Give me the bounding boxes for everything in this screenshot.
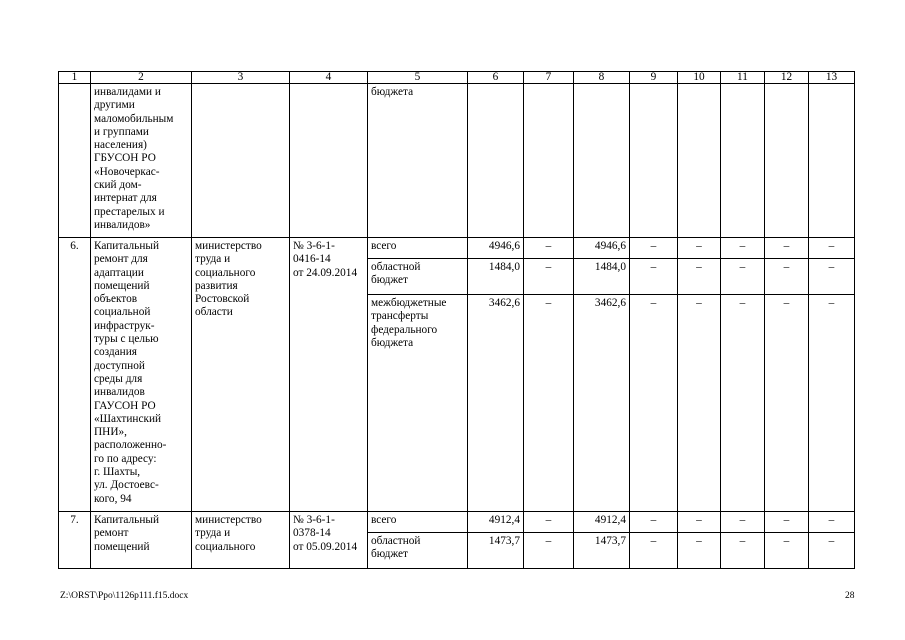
col-header: 13 (809, 72, 855, 84)
organization: министерство труда и социального развития Ростовской области (192, 238, 290, 512)
document-ref: № 3-6-1- 0378-14 от 05.09.2014 (290, 512, 368, 569)
value-cell: 1473,7 (574, 533, 630, 569)
col-header: 10 (678, 72, 721, 84)
value-cell: 1484,0 (468, 259, 524, 295)
col-header: 8 (574, 72, 630, 84)
value-cell: – (630, 533, 678, 569)
row-number: 7. (59, 512, 91, 569)
value-cell: – (809, 533, 855, 569)
value-cell: – (678, 533, 721, 569)
cell-name: инвалидами и другими маломобильным и группами населения) ГБУСОН РО «Новочеркас- ский дом- интернат для престарелых и инвалидов» (91, 84, 192, 238)
value-cell: – (524, 533, 574, 569)
col-header: 2 (91, 72, 192, 84)
cell-source: бюджета (368, 84, 468, 238)
col-header: 12 (765, 72, 809, 84)
value-cell: – (630, 259, 678, 295)
item-name: Капитальный ремонт для адаптации помещений объектов социальной инфраструк- туры с целью создания доступной среды для инвалидов ГАУСОН РО «Шахтинский ПНИ», расположенно- го по адресу: г. Шахты, ул. Достоевс- кого, 94 (91, 238, 192, 512)
value-cell: – (721, 259, 765, 295)
value-cell: – (809, 238, 855, 259)
value-cell: – (678, 238, 721, 259)
value-cell: – (630, 295, 678, 512)
cell-doc (290, 84, 368, 238)
value-cell: – (678, 295, 721, 512)
value-cell: – (524, 512, 574, 533)
value-cell: – (765, 533, 809, 569)
col-header: 3 (192, 72, 290, 84)
value-cell: 4946,6 (574, 238, 630, 259)
funding-source: областной бюджет (368, 533, 468, 569)
value-cell: – (721, 533, 765, 569)
funding-source: межбюджетные трансферты федерального бюджета (368, 295, 468, 512)
funding-source: всего (368, 512, 468, 533)
budget-table (58, 71, 855, 569)
table-row (59, 238, 855, 259)
col-header: 6 (468, 72, 524, 84)
value-cell: 1473,7 (468, 533, 524, 569)
funding-source: всего (368, 238, 468, 259)
col-header: 1 (59, 72, 91, 84)
continuation-row (59, 84, 855, 238)
value-cell: – (809, 295, 855, 512)
value-cell: – (765, 259, 809, 295)
page-number: 28 (845, 591, 855, 601)
value-cell: – (721, 512, 765, 533)
item-name: Капитальный ремонт помещений (91, 512, 192, 569)
table-row (59, 512, 855, 533)
value-cell: – (524, 259, 574, 295)
file-path: Z:\ORST\Ppo\1126p111.f15.docx (60, 591, 189, 601)
value-cell: 3462,6 (574, 295, 630, 512)
value-cell: – (630, 512, 678, 533)
col-header: 5 (368, 72, 468, 84)
cell-num (59, 84, 91, 238)
col-header: 9 (630, 72, 678, 84)
value-cell: 4912,4 (574, 512, 630, 533)
row-number: 6. (59, 238, 91, 512)
col-header: 11 (721, 72, 765, 84)
value-cell: – (809, 512, 855, 533)
value-cell: – (678, 259, 721, 295)
value-cell: 4912,4 (468, 512, 524, 533)
value-cell: 4946,6 (468, 238, 524, 259)
value-cell: – (765, 238, 809, 259)
value-cell: 3462,6 (468, 295, 524, 512)
cell-org (192, 84, 290, 238)
value-cell: – (678, 512, 721, 533)
col-header: 4 (290, 72, 368, 84)
value-cell: – (721, 295, 765, 512)
value-cell: 1484,0 (574, 259, 630, 295)
header-row (59, 72, 855, 84)
value-cell: – (524, 238, 574, 259)
funding-source: областной бюджет (368, 259, 468, 295)
value-cell: – (809, 259, 855, 295)
value-cell: – (524, 295, 574, 512)
document-ref: № 3-6-1- 0416-14 от 24.09.2014 (290, 238, 368, 512)
col-header: 7 (524, 72, 574, 84)
value-cell: – (765, 295, 809, 512)
value-cell: – (630, 238, 678, 259)
organization: министерство труда и социального (192, 512, 290, 569)
value-cell: – (765, 512, 809, 533)
value-cell: – (721, 238, 765, 259)
